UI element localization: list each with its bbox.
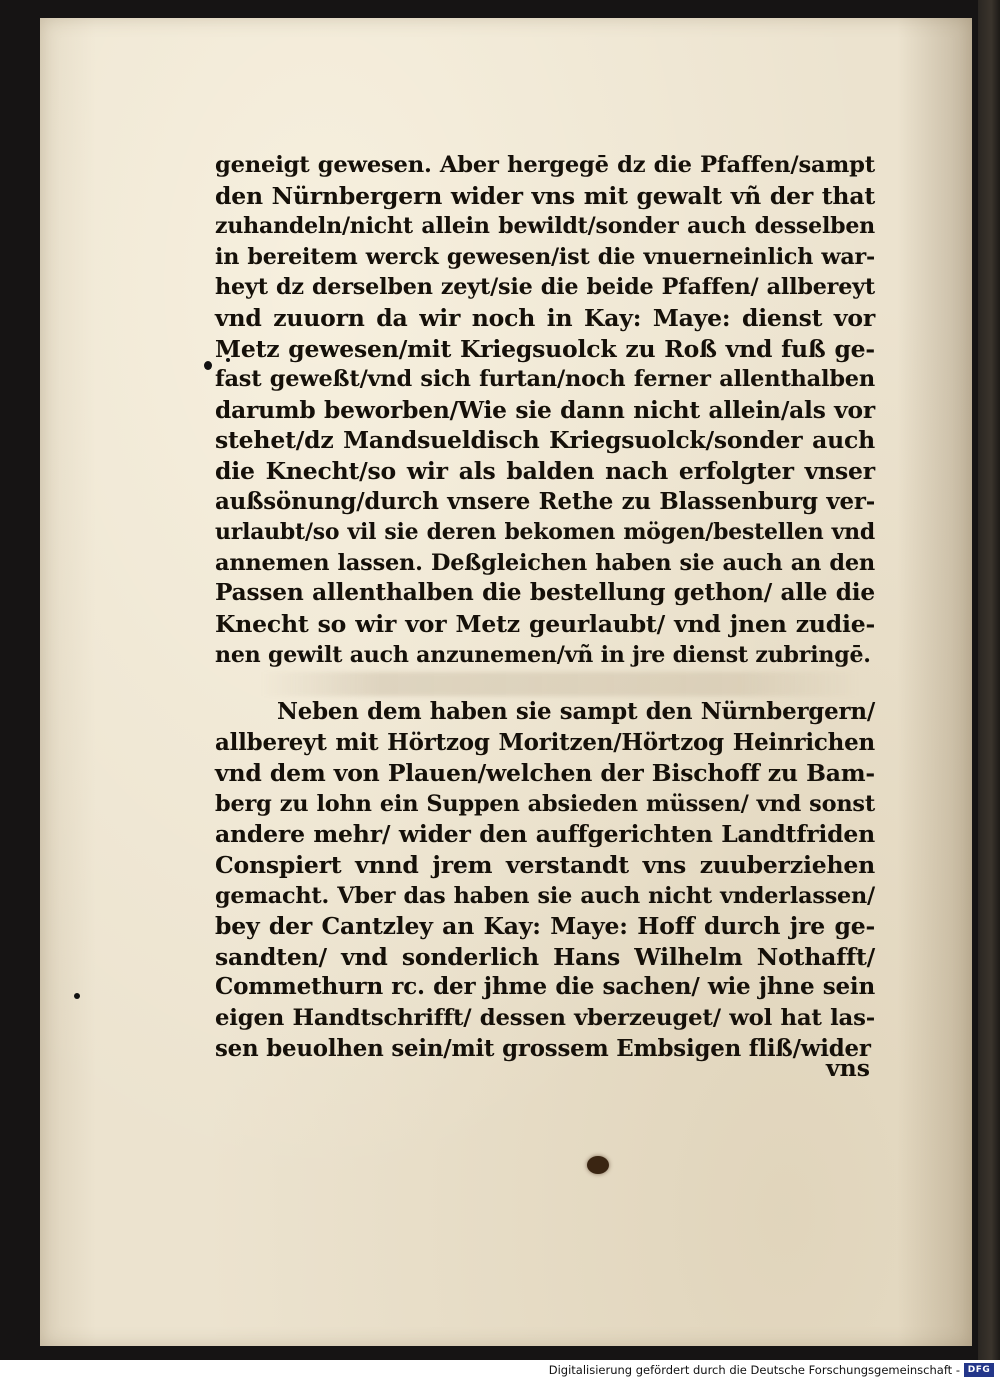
text-line: annemen lassen. Deßgleichen haben sie auch an den: [215, 549, 875, 576]
text-line: urlaubt/so vil sie deren bekomen mögen/bestellen vnd: [215, 519, 875, 546]
text-line: andere mehr/ wider den auffgerichten Landtfriden: [215, 820, 875, 849]
text-line: Commethurn rc. der jhme die sachen/ wie jhne sein: [215, 973, 875, 1001]
paragraph-1: [215, 150, 875, 670]
body-text: [215, 150, 875, 1064]
text-line: vnd dem von Plauen/welchen der Bischoff zu Bam-: [215, 759, 875, 788]
text-line: bey der Cantzley an Kay: Maye: Hoff durch jre ge-: [215, 912, 875, 941]
text-line: heyt dz derselben zeyt/sie die beide Pfaffen/ allbereyt: [215, 274, 875, 301]
text-line: eigen Handtschrifft/ dessen vberzeuget/ wol hat las-: [215, 1005, 875, 1032]
catchword: vns: [826, 1054, 870, 1082]
text-line: zuhandeln/nicht allein bewildt/sonder auch desselben: [215, 213, 875, 240]
page-stain: [587, 1156, 609, 1174]
text-line: Passen allenthalben die bestellung gethon/ alle die: [215, 579, 875, 607]
text-line: allbereyt mit Hörtzog Moritzen/Hörtzog Heinrichen: [215, 728, 875, 756]
text-line: nen gewilt auch anzunemen/vñ in jre dienst zubringē.: [215, 641, 871, 668]
text-line: außsönung/durch vnsere Rethe zu Blassenburg ver-: [215, 487, 875, 515]
dfg-logo: DFG: [964, 1363, 994, 1377]
paragraph-spacer: [215, 670, 875, 697]
text-line: Metz gewesen/mit Kriegsuolck zu Roß vnd fuß ge-: [215, 334, 875, 363]
text-line: darumb beworben/Wie sie dann nicht allein/als vor: [215, 395, 875, 424]
ink-mark-left: [204, 361, 212, 370]
text-line: Knecht so wir vor Metz geurlaubt/ vnd jnen zudie-: [215, 609, 875, 638]
funding-credit: Digitalisierung gefördert durch die Deutsche Forschungsgemeinschaft -: [548, 1363, 960, 1377]
text-line: vnd zuuorn da wir noch in Kay: Maye: dienst vor: [215, 303, 875, 332]
text-line: sandten/ vnd sonderlich Hans Wilhelm Nothafft/: [215, 942, 875, 971]
text-line: gemacht. Vber das haben sie auch nicht vnderlassen/: [215, 882, 875, 909]
paragraph-2: [215, 697, 875, 1064]
text-line: den Nürnbergern wider vns mit gewalt vñ der that: [215, 181, 875, 210]
text-line: Neben dem haben sie sampt den Nürnbergern/: [277, 698, 875, 726]
text-line: sen beuolhen sein/mit grossem Embsigen fliß/wider: [215, 1035, 871, 1062]
text-line: berg zu lohn ein Suppen absieden müssen/ vnd sonst: [215, 790, 875, 817]
text-line: in bereitem werck gewesen/ist die vnuerneinlich war-: [215, 243, 875, 270]
ink-mark-lower: [74, 993, 80, 999]
book-spine-edge: [978, 0, 1000, 1360]
text-line: Conspiert vnnd jrem verstandt vns zuuberziehen: [215, 851, 875, 880]
text-line: geneigt gewesen. Aber hergegē dz die Pfaffen/sampt: [215, 152, 875, 178]
text-line: die Knecht/so wir als balden nach erfolgter vnser: [215, 456, 875, 485]
text-line: fast geweßt/vnd sich furtan/noch ferner allenthalben: [215, 366, 875, 393]
text-line: stehet/dz Mandsueldisch Kriegsuolck/sonder auch: [215, 426, 875, 455]
digitization-footer: [0, 1360, 1000, 1381]
